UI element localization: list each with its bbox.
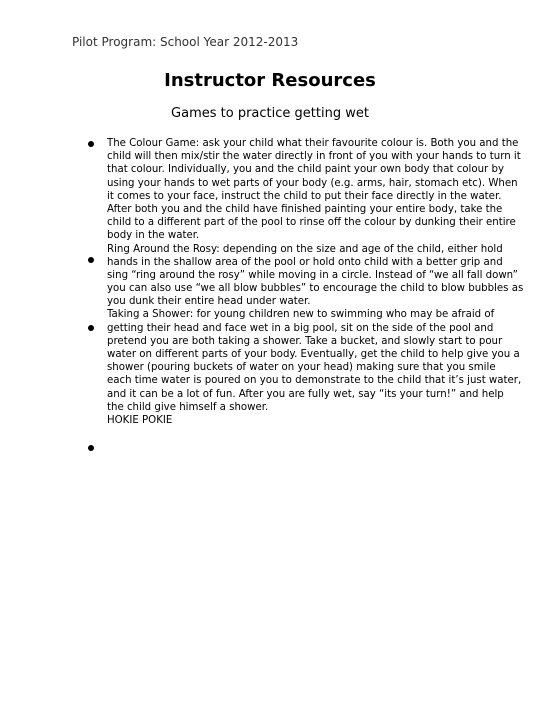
games-list [107, 137, 540, 427]
text-line: each time water is poured on you to demonstrate to the child that it’s just water, [107, 375, 522, 387]
text-line: body in the water. [107, 230, 200, 242]
bullet-icon [88, 257, 94, 263]
text-line: child to a different part of the pool to rinse off the colour by dunking their entire [107, 217, 516, 229]
text-line: using your hands to wet parts of your body (e.g. arms, hair, stomach etc). When [107, 177, 518, 189]
page-subtitle: Games to practice getting wet [171, 106, 369, 121]
text-line: it comes to your face, instruct the child to put their face directly in the water. [107, 190, 502, 202]
text-line: pretend you are both taking a shower. Take a bucket, and slowly start to pour [107, 335, 503, 347]
text-line: Ring Around the Rosy: depending on the size and age of the child, either hold [107, 243, 503, 255]
bullet-icon [88, 141, 94, 147]
text-line: After both you and the child have finished painting your entire body, take the [107, 203, 503, 215]
text-line: hands in the shallow area of the pool or hold onto child with a better grip and [107, 256, 503, 268]
text-line: the child give himself a shower. [107, 401, 269, 413]
page-title: Instructor Resources [164, 70, 376, 91]
text-line: you dunk their entire head under water. [107, 296, 311, 308]
text-line: and it can be a lot of fun. After you are fully wet, say “its your turn!” and help [107, 388, 504, 400]
text-line: that colour. Individually, you and the child paint your own body that colour by [107, 164, 504, 176]
text-line: Taking a Shower: for young children new to swimming who may be afraid of [107, 309, 495, 321]
text-line: HOKIE POKIE [107, 414, 173, 426]
text-line: shower (pouring buckets of water on your head) making sure that you smile [107, 362, 496, 374]
text-line: you can also use “we all blow bubbles” to encourage the child to blow bubbles as [107, 283, 524, 295]
text-line: child will then mix/stir the water directly in front of you with your hands to turn it [107, 151, 521, 163]
page-header: Pilot Program: School Year 2012-2013 [72, 35, 299, 49]
text-line: The Colour Game: ask your child what their favourite colour is. Both you and the [107, 138, 519, 149]
text-line: water on different parts of your body. Eventually, get the child to help give you a [107, 349, 520, 360]
text-line: sing “ring around the rosy” while moving in a circle. Instead of “we all fall down” [107, 269, 518, 281]
bullet-icon [88, 445, 94, 451]
text-line: getting their head and face wet in a big pool, sit on the side of the pool and [107, 322, 494, 334]
bullet-icon [88, 325, 94, 331]
